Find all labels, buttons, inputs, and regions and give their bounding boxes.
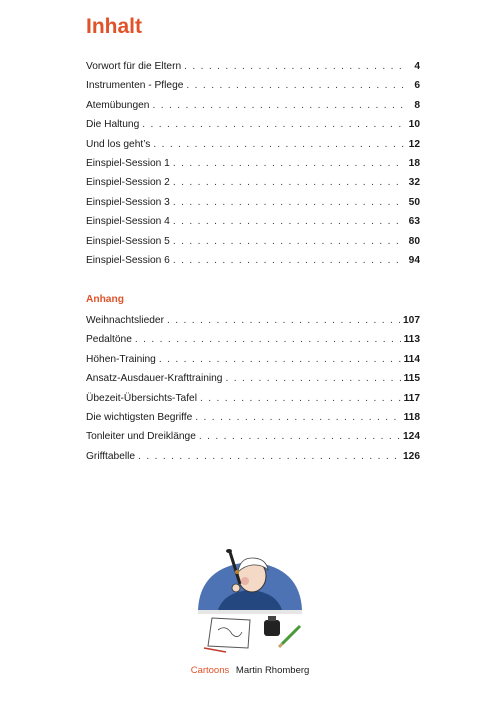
toc-entry [86,80,420,99]
toc-entry-label: Einspiel-Session 5 [86,235,170,247]
dot-leader [186,80,405,91]
dot-leader [152,100,405,111]
appendix-entry-label: Übezeit-Übersichts-Tafel [86,392,197,404]
toc-entry-label: Atemübungen [86,99,150,111]
toc-entry-label: Vorwort für die Eltern [86,61,182,72]
dot-leader [142,119,405,130]
appendix-entry-label: Die wichtigsten Begriffe [86,411,193,423]
dot-leader [199,431,400,442]
appendix-entry-label: Pedaltöne [86,334,132,346]
appendix-entry-label: Ansatz-Ausdauer-Krafttraining [86,373,223,385]
dot-leader [173,236,405,247]
appendix-contents [86,315,420,470]
toc-entry-label: Einspiel-Session 2 [86,177,170,189]
dot-leader [135,334,401,345]
appendix-entry [86,354,420,373]
toc-entry-page: 50 [408,196,420,208]
appendix-entry-page: 115 [403,373,420,385]
appendix-entry-page: 126 [403,450,420,462]
toc-entry-label: Und los geht’s [86,138,151,150]
dot-leader [153,139,405,150]
dot-leader [225,373,400,384]
toc-entry-label: Instrumenten - Pflege [86,80,184,92]
toc-entry-label: Einspiel-Session 6 [86,254,170,266]
appendix-entry-page: 118 [403,411,420,423]
appendix-entry [86,373,420,392]
appendix-entry [86,451,420,470]
table-of-contents [86,61,420,274]
toc-entry [86,236,420,255]
dot-leader [167,315,400,326]
toc-entry [86,255,420,274]
dot-leader [159,354,401,365]
toc-entry-page: 4 [414,61,420,72]
credit-label: Cartoons [190,665,230,676]
trumpet-player-cartoon-icon [190,548,310,660]
appendix-entry-label: Grifftabelle [86,450,136,462]
toc-entry-page: 94 [408,254,420,266]
appendix-entry-label: Höhen-Training [86,353,156,365]
toc-entry [86,216,420,235]
appendix-entry [86,412,420,431]
appendix-entry-label: Tonleiter und Dreiklänge [86,431,196,443]
dot-leader [173,177,405,188]
dot-leader [200,393,401,404]
toc-entry-page: 18 [408,157,420,169]
toc-entry-page: 8 [414,99,420,111]
toc-entry-page: 32 [408,177,420,189]
appendix-entry-page: 107 [403,315,420,326]
dot-leader [173,197,405,208]
toc-entry-page: 12 [408,138,420,150]
appendix-entry [86,315,420,334]
appendix-entry [86,334,420,353]
appendix-entry-page: 113 [403,334,420,346]
appendix-entry [86,393,420,412]
toc-entry-label: Einspiel-Session 4 [86,216,170,228]
toc-entry [86,100,420,119]
toc-entry [86,177,420,196]
page-title: Inhalt [86,15,142,38]
dot-leader [173,216,405,227]
dot-leader [173,158,405,169]
appendix-entry-page: 114 [403,353,420,365]
dot-leader [184,61,405,72]
toc-entry-label: Einspiel-Session 3 [86,196,170,208]
appendix-entry-page: 117 [403,392,420,404]
illustration-credit [0,665,500,676]
cartoon-illustration [190,548,310,665]
toc-entry-page: 63 [408,216,420,228]
toc-entry-label: Einspiel-Session 1 [86,157,170,169]
appendix-entry-label: Weihnachtslieder [86,315,164,326]
toc-entry [86,158,420,177]
toc-entry [86,119,420,138]
dot-leader [195,412,400,423]
toc-entry-page: 6 [414,80,420,92]
toc-entry-label: Die Haltung [86,119,140,131]
appendix-entry-page: 124 [403,431,420,443]
toc-entry-page: 80 [408,235,420,247]
toc-entry-page: 10 [408,119,420,131]
credit-name: Martin Rhomberg [235,665,310,676]
toc-entry [86,197,420,216]
toc-entry [86,139,420,158]
appendix-heading: Anhang [86,294,124,305]
appendix-entry [86,431,420,450]
toc-entry [86,61,420,80]
dot-leader [138,451,400,462]
dot-leader [173,255,405,266]
